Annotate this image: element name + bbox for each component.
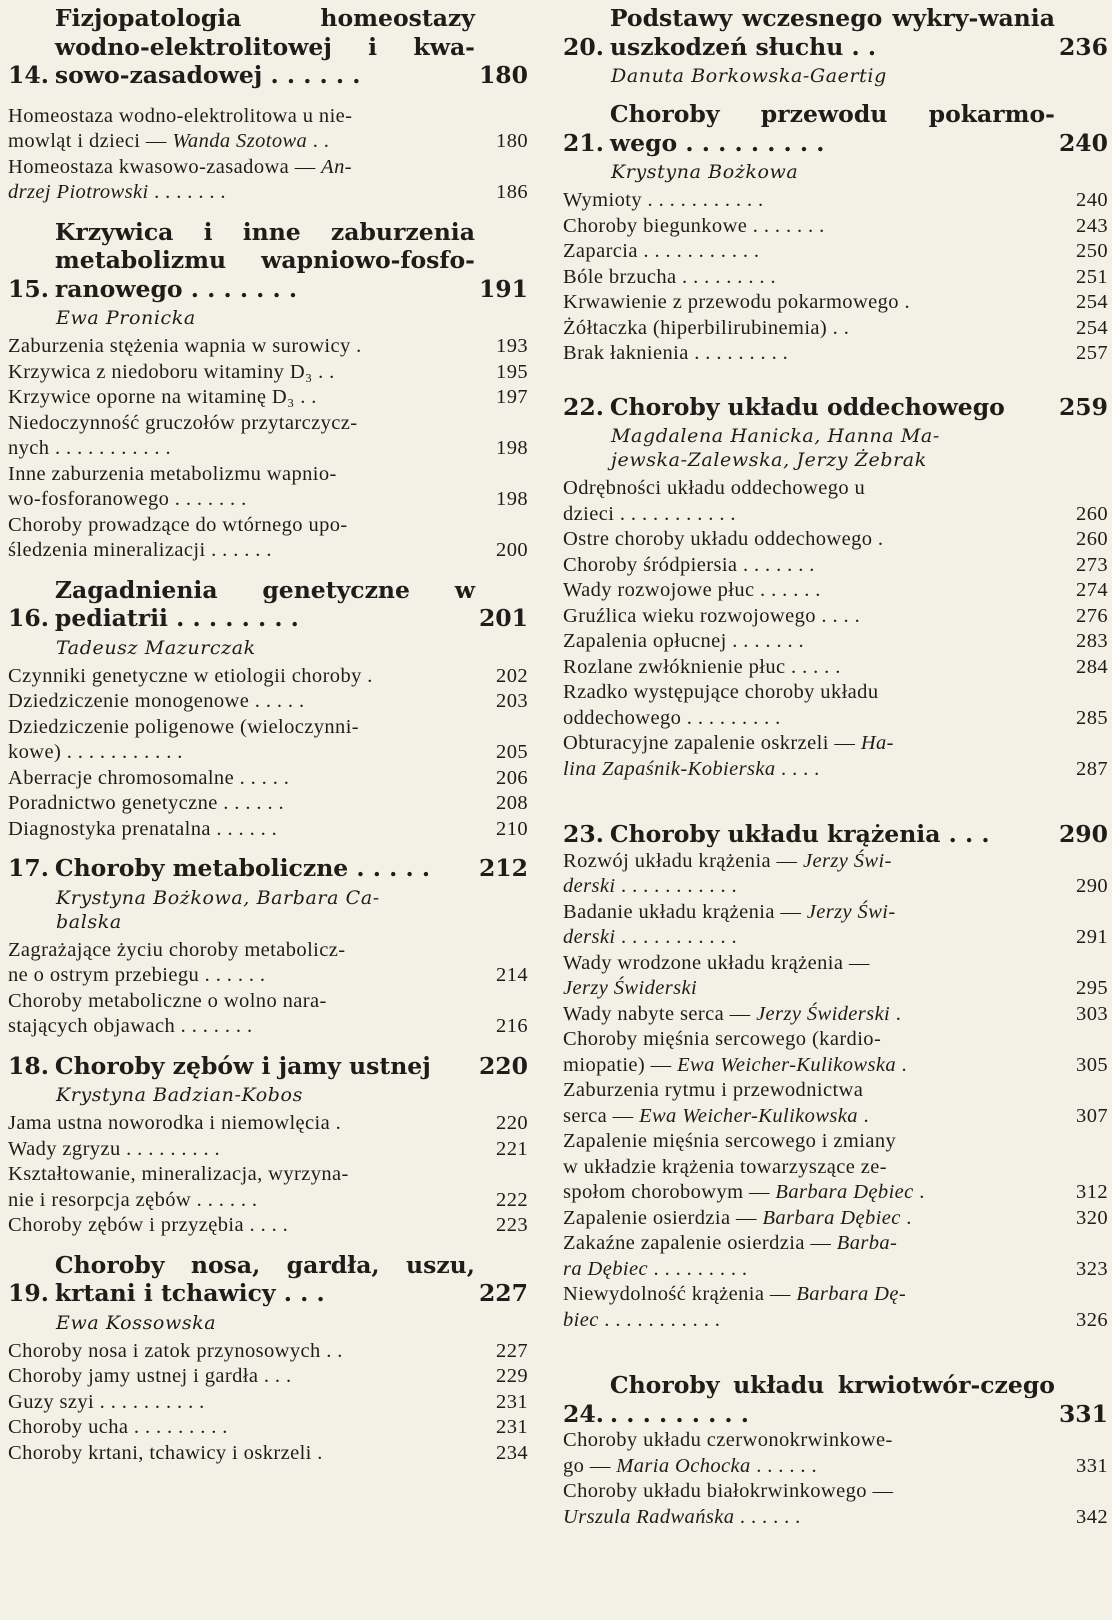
chapter-16 bbox=[8, 576, 528, 843]
chapter-page: 220 bbox=[478, 1051, 528, 1080]
toc-entry: go — Maria Ochocka . . . . . . 331 bbox=[563, 1454, 1108, 1477]
toc-entry: Niedoczynność gruczołów przytarczycz- bbox=[8, 411, 358, 434]
chapter-title: Choroby układu krwiotwór-czego . . . . . . . . . bbox=[609, 1371, 1055, 1428]
toc-entry: Zapalenie osierdzia — Barbara Dębiec . 320 bbox=[563, 1206, 1108, 1229]
chapter-title: Choroby układu oddechowego bbox=[609, 392, 1005, 421]
toc-entry: Bóle brzucha . . . . . . . . . 251 bbox=[563, 265, 1108, 288]
chapter-author: Ewa Kossowska bbox=[56, 1311, 217, 1334]
toc-entry: Zagrażające życiu choroby metabolicz- bbox=[8, 938, 346, 961]
toc-entry: Gruźlica wieku rozwojowego . . . . 276 bbox=[563, 604, 1108, 627]
toc-entry: ne o ostrym przebiegu . . . . . . 214 bbox=[8, 964, 528, 986]
toc-entry: Krzywice oporne na witaminę D₃ . . 197 bbox=[8, 386, 528, 408]
chapter-17 bbox=[8, 854, 528, 1040]
chapter-page: 331 bbox=[1058, 1399, 1108, 1428]
toc-entry: Zapalenie mięśnia sercowego i zmiany bbox=[563, 1130, 897, 1152]
toc-entry: lina Zapaśnik-Kobierska . . . . 287 bbox=[563, 757, 1108, 780]
chapter-author: jewska-Zalewska, Jerzy Żebrak bbox=[611, 449, 927, 471]
toc-entry: Odrębności układu oddechowego u bbox=[563, 477, 866, 499]
chapter-author: Ewa Pronicka bbox=[56, 307, 196, 329]
chapter-author: Tadeusz Mazurczak bbox=[56, 636, 256, 659]
chapter-title: Choroby metaboliczne . . . . . bbox=[54, 854, 431, 882]
chapter-author: balska bbox=[56, 910, 122, 933]
toc-entry: Zapalenia opłucnej . . . . . . . 283 bbox=[563, 630, 1108, 652]
toc-entry: wo-fosforanowego . . . . . . . 198 bbox=[8, 488, 528, 510]
toc-entry: Wymioty . . . . . . . . . . . 240 bbox=[563, 189, 1108, 211]
chapter-15 bbox=[8, 218, 528, 564]
toc-entry: Zakaźne zapalenie osierdzia — Barba- bbox=[563, 1232, 898, 1254]
chapter-24 bbox=[563, 1371, 1108, 1530]
chapter-title: Podstawy wczesnego wykry-wania uszkodzeń słuchu . . bbox=[609, 4, 1055, 61]
toc-entry: Krwawienie z przewodu pokarmowego . 254 bbox=[563, 291, 1108, 313]
toc-entry: miopatie) — Ewa Weicher-Kulikowska . 305 bbox=[563, 1053, 1108, 1076]
toc-entry: Homeostaza kwasowo-zasadowa — An- bbox=[8, 155, 352, 178]
toc-entry: Rozlane zwłóknienie płuc . . . . . 284 bbox=[563, 655, 1108, 678]
chapter-page: 236 bbox=[1058, 32, 1108, 61]
chapter-number: 24. bbox=[563, 1399, 604, 1428]
toc-entry: Aberracje chromosomalne . . . . . 206 bbox=[8, 766, 528, 789]
chapter-number: 19. bbox=[8, 1279, 49, 1307]
toc-entry: stających objawach . . . . . . . 216 bbox=[8, 1015, 528, 1037]
toc-entry: oddechowego . . . . . . . . . 285 bbox=[563, 706, 1108, 729]
toc-entry: Guzy szyi . . . . . . . . . . 231 bbox=[8, 1390, 528, 1413]
toc-entry: Choroby nosa i zatok przynosowych . . 227 bbox=[8, 1339, 528, 1362]
toc-entry: biec . . . . . . . . . . . 326 bbox=[563, 1308, 1108, 1331]
toc-entry: Jama ustna noworodka i niemowlęcia . 220 bbox=[8, 1112, 528, 1134]
chapter-number: 22. bbox=[563, 392, 604, 421]
chapter-author: Magdalena Hanicka, Hanna Ma- bbox=[611, 425, 940, 447]
toc-entry: Zaburzenia rytmu i przewodnictwa bbox=[563, 1079, 864, 1101]
toc-entry: Badanie układu krążenia — Jerzy Świ- bbox=[563, 900, 896, 923]
chapter-14 bbox=[8, 4, 528, 206]
chapter-18 bbox=[8, 1052, 528, 1239]
toc-entry: Kształtowanie, mineralizacja, wyrzyna- bbox=[8, 1163, 349, 1185]
chapter-title: Choroby nosa, gardła, uszu, krtani i tchawicy . . . bbox=[54, 1250, 475, 1307]
chapter-title: Fizjopatologia homeostazy wodno-elektrolitowej i kwa-sowo-zasadowej . . . . . . bbox=[54, 4, 475, 89]
toc-entry: Urszula Radwańska . . . . . . 342 bbox=[563, 1505, 1108, 1528]
chapter-21 bbox=[563, 100, 1108, 367]
chapter-author: Danuta Borkowska-Gaertig bbox=[611, 65, 887, 87]
toc-column-right bbox=[563, 4, 1108, 1542]
chapter-page: 180 bbox=[478, 61, 528, 89]
toc-column-left bbox=[8, 4, 528, 1478]
toc-entry: Wady nabyte serca — Jerzy Świderski . 303 bbox=[563, 1002, 1108, 1025]
toc-entry: Homeostaza wodno-elektrolitowa u nie- bbox=[8, 104, 353, 127]
toc-entry: ra Dębiec . . . . . . . . . 323 bbox=[563, 1257, 1108, 1280]
toc-entry: Brak łaknienia . . . . . . . . . 257 bbox=[563, 342, 1108, 364]
chapter-title: Krzywica i inne zaburzenia metabolizmu wapniowo-fosfo-ranowego . . . . . . . bbox=[54, 217, 475, 303]
toc-entry: derski . . . . . . . . . . . 290 bbox=[563, 875, 1108, 897]
toc-entry: Choroby zębów i przyzębia . . . . 223 bbox=[8, 1214, 528, 1236]
toc-entry: Choroby śródpiersia . . . . . . . 273 bbox=[563, 553, 1108, 576]
toc-entry: Jerzy Świderski 295 bbox=[563, 977, 1108, 999]
toc-entry: kowe) . . . . . . . . . . . 205 bbox=[8, 741, 528, 763]
chapter-22 bbox=[563, 393, 1108, 783]
toc-entry: w układzie krążenia towarzyszące ze- bbox=[563, 1155, 887, 1178]
toc-entry: Choroby metaboliczne o wolno nara- bbox=[8, 989, 327, 1012]
toc-entry: Zaparcia . . . . . . . . . . . 250 bbox=[563, 240, 1108, 262]
toc-entry: Poradnictwo genetyczne . . . . . . 208 bbox=[8, 792, 528, 814]
toc-entry: Choroby jamy ustnej i gardła . . . 229 bbox=[8, 1365, 528, 1387]
chapter-title: Choroby układu krążenia . . . bbox=[609, 820, 990, 848]
toc-entry: Ostre choroby układu oddechowego . 260 bbox=[563, 528, 1108, 550]
chapter-page: 191 bbox=[478, 274, 528, 303]
chapter-page: 201 bbox=[478, 604, 528, 632]
toc-entry: Zaburzenia stężenia wapnia w surowicy . 193 bbox=[8, 335, 528, 357]
chapter-page: 212 bbox=[478, 854, 528, 882]
toc-entry: Choroby biegunkowe . . . . . . . 243 bbox=[563, 214, 1108, 237]
toc-entry: Choroby krtani, tchawicy i oskrzeli . 234 bbox=[8, 1441, 528, 1464]
toc-entry: derski . . . . . . . . . . . 291 bbox=[563, 926, 1108, 948]
toc-entry: serca — Ewa Weicher-Kulikowska . 307 bbox=[563, 1104, 1108, 1127]
toc-entry: dzieci . . . . . . . . . . . 260 bbox=[563, 502, 1108, 525]
toc-entry: społom chorobowym — Barbara Dębiec . 312 bbox=[563, 1181, 1108, 1203]
toc-entry: Choroby mięśnia sercowego (kardio- bbox=[563, 1028, 882, 1050]
toc-entry: Krzywica z niedoboru witaminy D₃ . . 195 bbox=[8, 360, 528, 383]
toc-entry: mowląt i dzieci — Wanda Szotowa . . 180 bbox=[8, 130, 528, 152]
toc-entry: Obturacyjne zapalenie oskrzeli — Ha- bbox=[563, 732, 894, 754]
chapter-title: Choroby zębów i jamy ustnej bbox=[54, 1051, 431, 1080]
chapter-number: 23. bbox=[563, 820, 604, 848]
toc-entry: Choroby prowadzące do wtórnego upo- bbox=[8, 513, 348, 536]
toc-entry: Wady rozwojowe płuc . . . . . . 274 bbox=[563, 579, 1108, 601]
chapter-title: Choroby przewodu pokarmo-wego . . . . . . . . . bbox=[609, 100, 1055, 157]
chapter-number: 18. bbox=[8, 1051, 49, 1080]
toc-entry: Rozwój układu krążenia — Jerzy Świ- bbox=[563, 849, 892, 872]
chapter-19 bbox=[8, 1251, 528, 1467]
toc-entry: Czynniki genetyczne w etiologii choroby . 202 bbox=[8, 664, 528, 687]
chapter-author: Krystyna Bożkowa, Barbara Ca- bbox=[56, 886, 380, 909]
toc-entry: Wady wrodzone układu krążenia — bbox=[563, 951, 870, 974]
toc-entry: Dziedziczenie poligenowe (wieloczynni- bbox=[8, 715, 360, 738]
chapter-page: 240 bbox=[1058, 128, 1108, 157]
chapter-20 bbox=[563, 4, 1108, 88]
toc-entry: Choroby ucha . . . . . . . . . 231 bbox=[8, 1416, 528, 1438]
toc-entry: drzej Piotrowski . . . . . . . 186 bbox=[8, 181, 528, 203]
chapter-page: 290 bbox=[1058, 820, 1108, 848]
toc-entry: Inne zaburzenia metabolizmu wapnio- bbox=[8, 462, 337, 485]
toc-entry: Wady zgryzu . . . . . . . . . 221 bbox=[8, 1137, 528, 1160]
toc-entry: Dziedziczenie monogenowe . . . . . 203 bbox=[8, 690, 528, 712]
toc-entry: Choroby układu białokrwinkowego — bbox=[563, 1480, 894, 1502]
chapter-23 bbox=[563, 820, 1108, 1333]
toc-entry: Niewydolność krążenia — Barbara Dę- bbox=[563, 1283, 907, 1305]
toc-entry: Rzadko występujące choroby układu bbox=[563, 681, 879, 703]
toc-entry: Choroby układu czerwonokrwinkowe- bbox=[563, 1429, 893, 1451]
toc-entry: Żółtaczka (hiperbilirubinemia) . . 254 bbox=[563, 316, 1108, 339]
chapter-author: Krystyna Bożkowa bbox=[611, 161, 799, 183]
chapter-number: 14. bbox=[8, 61, 49, 89]
chapter-title: Zagadnienia genetyczne w pediatrii . . . . . . . . bbox=[54, 575, 475, 632]
chapter-page: 227 bbox=[478, 1279, 528, 1307]
chapter-number: 15. bbox=[8, 274, 49, 303]
chapter-number: 20. bbox=[563, 32, 604, 61]
chapter-number: 21. bbox=[563, 128, 604, 157]
chapter-author: Krystyna Badzian-Kobos bbox=[56, 1084, 303, 1106]
chapter-number: 17. bbox=[8, 854, 49, 882]
toc-entry: śledzenia mineralizacji . . . . . . 200 bbox=[8, 539, 528, 561]
chapter-page: 259 bbox=[1058, 392, 1108, 421]
toc-entry: Diagnostyka prenatalna . . . . . . 210 bbox=[8, 817, 528, 840]
toc-entry: nie i resorpcja zębów . . . . . . 222 bbox=[8, 1188, 528, 1211]
toc-entry: nych . . . . . . . . . . . 198 bbox=[8, 437, 528, 459]
chapter-number: 16. bbox=[8, 604, 49, 632]
